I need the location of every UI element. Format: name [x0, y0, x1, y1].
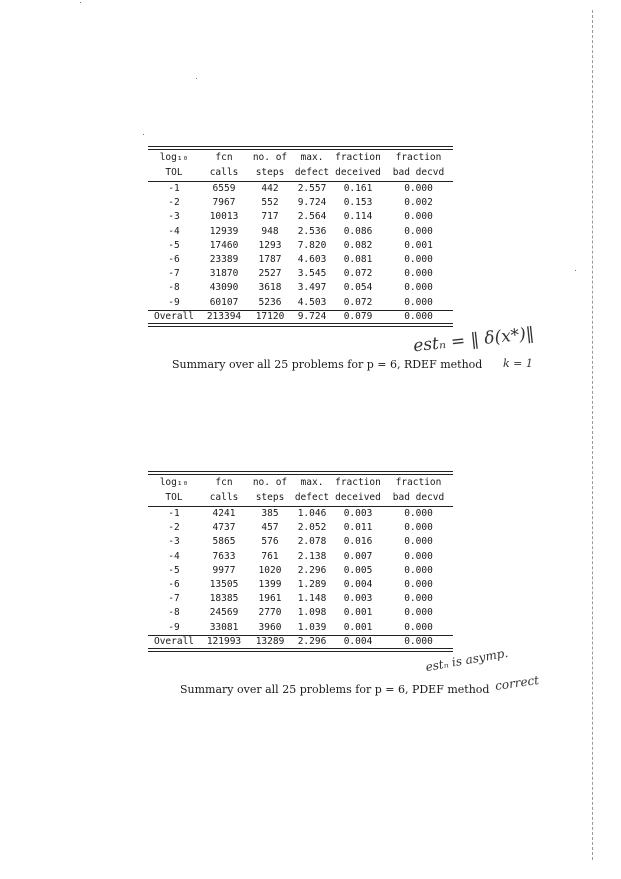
- table-cell: 0.016: [343, 536, 373, 548]
- table-cell: 1020: [258, 564, 282, 576]
- table-row: [148, 281, 453, 295]
- table-cell: 2.296: [292, 635, 332, 648]
- table-cell: 457: [261, 522, 279, 534]
- table-cell: -8: [168, 607, 180, 619]
- col-header: no. of: [252, 152, 288, 163]
- scan-edge-line: [592, 10, 593, 860]
- table-cell: 948: [261, 225, 279, 237]
- col-header: calls: [200, 165, 248, 182]
- table-cell: 0.000: [384, 635, 453, 648]
- table-row: [148, 267, 453, 281]
- col-header: steps: [248, 165, 292, 182]
- table-cell: 0.000: [404, 282, 433, 294]
- col-header: defect: [292, 490, 332, 507]
- table-cell: 761: [261, 550, 279, 562]
- col-header: fraction: [335, 477, 381, 488]
- col-header: bad decvd: [384, 490, 453, 507]
- table-cell: 0.082: [343, 239, 373, 251]
- table-cell: 552: [261, 197, 279, 209]
- table-cell: 0.003: [343, 508, 373, 519]
- table-cell: 3.545: [297, 268, 327, 280]
- overall-row: [148, 635, 453, 648]
- col-header: deceived: [332, 165, 384, 182]
- table-cell: 2527: [258, 268, 282, 280]
- table-cell: 7633: [212, 550, 236, 562]
- rdef-caption: Summary over all 25 problems for p = 6, RDEF method: [172, 358, 483, 371]
- table-cell: 12939: [209, 225, 239, 237]
- table-cell: -1: [168, 183, 180, 194]
- table-row: [148, 621, 453, 636]
- col-header: log₁₀: [159, 477, 189, 488]
- table-cell: -5: [168, 239, 180, 251]
- col-header: log₁₀: [159, 152, 189, 163]
- col-header: max.: [300, 152, 324, 163]
- table-cell: 1.046: [297, 508, 327, 519]
- table-row: [148, 578, 453, 592]
- table-cell: 0.004: [332, 635, 384, 648]
- col-header: fcn: [215, 152, 233, 163]
- scan-speck: [80, 2, 81, 3]
- table-cell: 10013: [209, 211, 239, 223]
- handwritten-margin-note: k = 1: [503, 357, 533, 370]
- table-cell: 5865: [212, 536, 236, 548]
- table-row: [148, 550, 453, 564]
- table-cell: 717: [261, 211, 279, 223]
- table-row: [148, 239, 453, 253]
- table-cell: -7: [168, 268, 180, 280]
- table-cell: 0.000: [404, 564, 433, 576]
- table-cell: 0.000: [404, 225, 433, 237]
- table-cell: 0.086: [343, 225, 373, 237]
- table-bottom-rule: [148, 326, 453, 327]
- table-cell: 1961: [258, 593, 282, 605]
- pdef-caption: Summary over all 25 problems for p = 6, PDEF method: [180, 683, 490, 696]
- table-cell: -2: [168, 197, 180, 209]
- handwritten-note: estₙ = ‖ δ(x*)‖: [412, 323, 536, 357]
- table-cell: 43090: [209, 282, 239, 294]
- table-row: [148, 196, 453, 210]
- table-row: [148, 521, 453, 535]
- col-header: defect: [292, 165, 332, 182]
- table-cell: 0.000: [404, 254, 433, 266]
- table-cell: 0.002: [404, 197, 433, 209]
- pdef-table-block: [148, 471, 453, 652]
- table-cell: 9.724: [292, 310, 332, 323]
- table-row: [148, 606, 453, 620]
- table-cell: -8: [168, 282, 180, 294]
- table-cell: -9: [168, 296, 180, 308]
- table-top-rule: [148, 471, 453, 472]
- col-header: bad decvd: [384, 165, 453, 182]
- table-row: [148, 535, 453, 549]
- table-cell: 2.138: [297, 550, 327, 562]
- table-cell: 442: [261, 183, 279, 194]
- table-cell: 2.296: [297, 564, 327, 576]
- table-cell: -2: [168, 522, 180, 534]
- table-row: [148, 225, 453, 239]
- table-cell: 0.000: [384, 310, 453, 323]
- table-cell: -5: [168, 564, 180, 576]
- table-cell: -1: [168, 508, 180, 519]
- table-cell: 385: [261, 508, 279, 519]
- table-cell: 0.007: [343, 550, 373, 562]
- table-cell: 1399: [258, 579, 282, 591]
- table-cell: 0.072: [343, 296, 373, 308]
- table-cell: 1787: [258, 254, 282, 266]
- table-cell: 13505: [209, 579, 239, 591]
- table-cell: 0.000: [404, 579, 433, 591]
- col-header: steps: [248, 490, 292, 507]
- col-header: fraction: [395, 477, 442, 488]
- table-cell: 0.114: [343, 211, 373, 223]
- table-cell: 0.000: [404, 536, 433, 548]
- table-cell: 0.005: [343, 564, 373, 576]
- table-cell: -6: [168, 254, 180, 266]
- col-header: TOL: [148, 165, 200, 182]
- table-cell: 13289: [248, 635, 292, 648]
- table-cell: Overall: [148, 635, 200, 648]
- col-header: deceived: [332, 490, 384, 507]
- table-row: [148, 507, 453, 522]
- table-cell: 2770: [258, 607, 282, 619]
- table-cell: 0.000: [404, 296, 433, 308]
- table-cell: 0.004: [343, 579, 373, 591]
- header-row: [148, 475, 453, 490]
- table-row: [148, 592, 453, 606]
- table-cell: -6: [168, 579, 180, 591]
- rdef-table-block: [148, 146, 453, 327]
- table-cell: 0.000: [404, 593, 433, 605]
- table-cell: -3: [168, 211, 180, 223]
- table-cell: 0.079: [332, 310, 384, 323]
- table-cell: -7: [168, 593, 180, 605]
- table-cell: -3: [168, 536, 180, 548]
- table-cell: 1.039: [297, 621, 327, 633]
- header-row: [148, 150, 453, 165]
- table-cell: 2.052: [297, 522, 327, 534]
- table-cell: 1293: [258, 239, 282, 251]
- header-row: [148, 165, 453, 182]
- table-cell: -9: [168, 621, 180, 633]
- table-cell: 33081: [209, 621, 239, 633]
- table-bottom-rule: [148, 651, 453, 652]
- scan-speck: [575, 270, 576, 271]
- table-cell: 0.000: [404, 211, 433, 223]
- handwritten-margin-note: correct: [494, 673, 540, 693]
- table-cell: 213394: [200, 310, 248, 323]
- table-cell: 2.536: [297, 225, 327, 237]
- table-cell: 0.000: [404, 508, 433, 519]
- table-cell: 0.001: [343, 621, 373, 633]
- col-header: fraction: [395, 152, 442, 163]
- table-top-rule: [148, 146, 453, 147]
- table-cell: 4737: [212, 522, 236, 534]
- table-cell: 0.054: [343, 282, 373, 294]
- table-cell: 0.000: [404, 183, 433, 194]
- table-cell: 0.003: [343, 593, 373, 605]
- header-row: [148, 490, 453, 507]
- table-cell: Overall: [148, 310, 200, 323]
- table-cell: 17460: [209, 239, 239, 251]
- table-cell: 121993: [200, 635, 248, 648]
- table-row: [148, 182, 453, 197]
- pdef-summary-table: [148, 475, 453, 649]
- scan-speck: [196, 78, 197, 79]
- table-cell: 7.820: [297, 239, 327, 251]
- table-cell: 4241: [212, 508, 236, 519]
- table-cell: 3960: [258, 621, 282, 633]
- table-cell: 1.148: [297, 593, 327, 605]
- table-cell: 24569: [209, 607, 239, 619]
- table-cell: 2.078: [297, 536, 327, 548]
- table-cell: 0.072: [343, 268, 373, 280]
- table-row: [148, 564, 453, 578]
- table-cell: 0.081: [343, 254, 373, 266]
- table-cell: 9977: [212, 564, 236, 576]
- table-row: [148, 253, 453, 267]
- table-cell: 18385: [209, 593, 239, 605]
- table-cell: -4: [168, 550, 180, 562]
- col-header: no. of: [252, 477, 288, 488]
- col-header: TOL: [148, 490, 200, 507]
- table-cell: 9.724: [297, 197, 327, 209]
- table-cell: 0.153: [343, 197, 373, 209]
- table-cell: 2.564: [297, 211, 327, 223]
- table-cell: 0.011: [343, 522, 373, 534]
- table-cell: 0.000: [404, 268, 433, 280]
- col-header: max.: [300, 477, 324, 488]
- table-row: [148, 210, 453, 224]
- table-cell: 60107: [209, 296, 239, 308]
- table-cell: 0.000: [404, 607, 433, 619]
- col-header: calls: [200, 490, 248, 507]
- handwritten-note: estₙ is asymp.: [424, 645, 510, 675]
- table-cell: 0.001: [404, 239, 433, 251]
- table-cell: 31870: [209, 268, 239, 280]
- table-cell: 17120: [248, 310, 292, 323]
- table-cell: 3618: [258, 282, 282, 294]
- table-cell: 7967: [212, 197, 236, 209]
- table-cell: 5236: [258, 296, 282, 308]
- col-header: fraction: [335, 152, 381, 163]
- table-cell: 1.289: [297, 579, 327, 591]
- table-cell: 0.001: [343, 607, 373, 619]
- table-cell: 576: [261, 536, 279, 548]
- table-cell: 0.161: [343, 183, 373, 194]
- table-cell: 4.503: [297, 296, 327, 308]
- table-cell: 0.000: [404, 522, 433, 534]
- scan-speck: [143, 134, 144, 135]
- table-cell: 2.557: [297, 183, 327, 194]
- col-header: fcn: [215, 477, 233, 488]
- table-row: [148, 296, 453, 311]
- table-cell: -4: [168, 225, 180, 237]
- rdef-summary-table: [148, 150, 453, 324]
- table-cell: 0.000: [404, 621, 433, 633]
- table-cell: 6559: [212, 183, 236, 194]
- table-cell: 0.000: [404, 550, 433, 562]
- overall-row: [148, 310, 453, 323]
- table-cell: 1.098: [297, 607, 327, 619]
- table-cell: 3.497: [297, 282, 327, 294]
- table-cell: 4.603: [297, 254, 327, 266]
- table-cell: 23389: [209, 254, 239, 266]
